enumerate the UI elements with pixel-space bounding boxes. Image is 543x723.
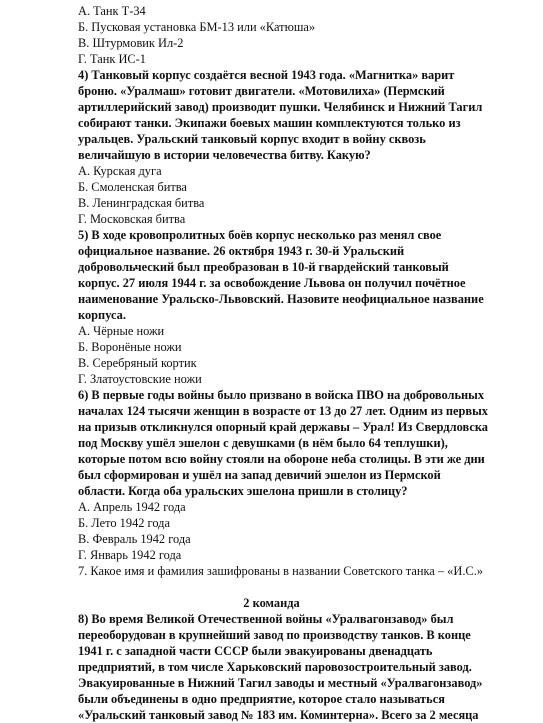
q5-option-d: Г. Златоустовские ножи — [78, 372, 202, 386]
q4-text-line: уральцев. Уральский танковый корпус входит в войну сквозь — [78, 132, 426, 146]
q6-text-line: был сформирован и ушёл на запад девичий эшелон из Пермской — [78, 468, 441, 482]
q5-option-b: Б. Ворoнёные ножи — [78, 340, 182, 354]
q6-option-d: Г. Январь 1942 года — [78, 548, 182, 562]
q8-text-line: предприятий, в том числе Харьковский паровозостроительный завод. — [78, 660, 472, 674]
q4-option-b: Б. Смоленская битва — [78, 180, 187, 194]
q6-text-line: на призыв откликнулся опорный край державы – Урал! Из Свердловска — [78, 420, 488, 434]
q5-option-a: А. Чёрные ножи — [78, 324, 165, 338]
q6-text-line: 6) В первые годы войны было призвано в войска ПВО на добровольных — [78, 388, 485, 402]
q5-text-line: 5) В ходе кровопролитных боёв корпус несколько раз менял свое — [78, 228, 442, 242]
q4-text-line: собирают танки. Экипажи боевых машин комплектуются только из — [78, 116, 461, 130]
q5-text-line: официальное название. 26 октября 1943 г. 30-й Уральский — [78, 244, 405, 258]
q6-text-line: которые потом всю войну стояли на обороне неба столицы. В эти же дни — [78, 452, 485, 466]
q8-text-line: «Уральский танковый завод № 183 им. Коминтерна». Всего за 2 месяца — [78, 708, 479, 722]
q5-option-c: В. Серебряный кортик — [78, 356, 197, 370]
q4-text-line: артиллерийский завод) производит пушки. Челябинск и Нижний Тагил — [78, 100, 483, 114]
q5-text-line: наименование Уральско-Львовский. Назовите неофициальное название — [78, 292, 484, 306]
q4-text-line: 4) Танковый корпус создаётся весной 1943 года. «Магнитка» варит — [78, 68, 455, 82]
q3-option-a: А. Танк Т-34 — [78, 4, 146, 18]
q4-text-line: броню. «Уралмаш» готовит двигатели. «Мотовилиха» (Пермский — [78, 84, 445, 98]
q6-option-a: А. Апрель 1942 года — [78, 500, 186, 514]
q7-text: 7. Какое имя и фамилия зашифрованы в названии Советского танка – «И.С.» — [78, 564, 483, 578]
q6-text-line: началах 124 тысячи женщин в возрасте от 13 до 27 лет. Одним из первых — [78, 404, 488, 418]
q4-option-a: А. Курская дуга — [78, 164, 162, 178]
q6-text-line: области. Когда оба уральских эшелона пришли в столицу? — [78, 484, 408, 498]
q3-option-c: В. Штурмовик Ил-2 — [78, 36, 184, 50]
q4-option-c: В. Ленинградская битва — [78, 196, 205, 210]
q4-text-line: величайшую в истории человечества битву. Какую? — [78, 148, 371, 162]
team-heading: 2 команда — [243, 596, 300, 610]
q8-text-line: 1941 г. с западной части СССР были эвакуированы двенадцать — [78, 644, 433, 658]
q5-text-line: корпуса. — [78, 308, 126, 322]
q6-option-b: Б. Лето 1942 года — [78, 516, 170, 530]
q3-option-b: Б. Пусковая установка БМ-13 или «Катюша» — [78, 20, 316, 34]
q4-option-d: Г. Московская битва — [78, 212, 186, 226]
q6-option-c: В. Февраль 1942 года — [78, 532, 191, 546]
q8-text-line: Эвакуированные в Нижний Тагил заводы и местный «Уралвагонзавод» — [78, 676, 483, 690]
q6-text-line: под Москву ушёл эшелон с девушками (в нём было 64 теплушки), — [78, 436, 448, 450]
q8-text-line: были объединены в одно предприятие, которое стало называться — [78, 692, 445, 706]
q5-text-line: корпус. 27 июля 1944 г. за освобождение Львова он получил почётное — [78, 276, 466, 290]
q8-text-line: 8) Во время Великой Отечественной войны «Уралвагонзавод» был — [78, 612, 454, 626]
q5-text-line: добровольческий был преобразован в 10-й гвардейский танковый — [78, 260, 449, 274]
q3-option-d: Г. Танк ИС-1 — [78, 52, 147, 66]
q8-text-line: переоборудован в крупнейший завод по производству танков. В конце — [78, 628, 471, 642]
